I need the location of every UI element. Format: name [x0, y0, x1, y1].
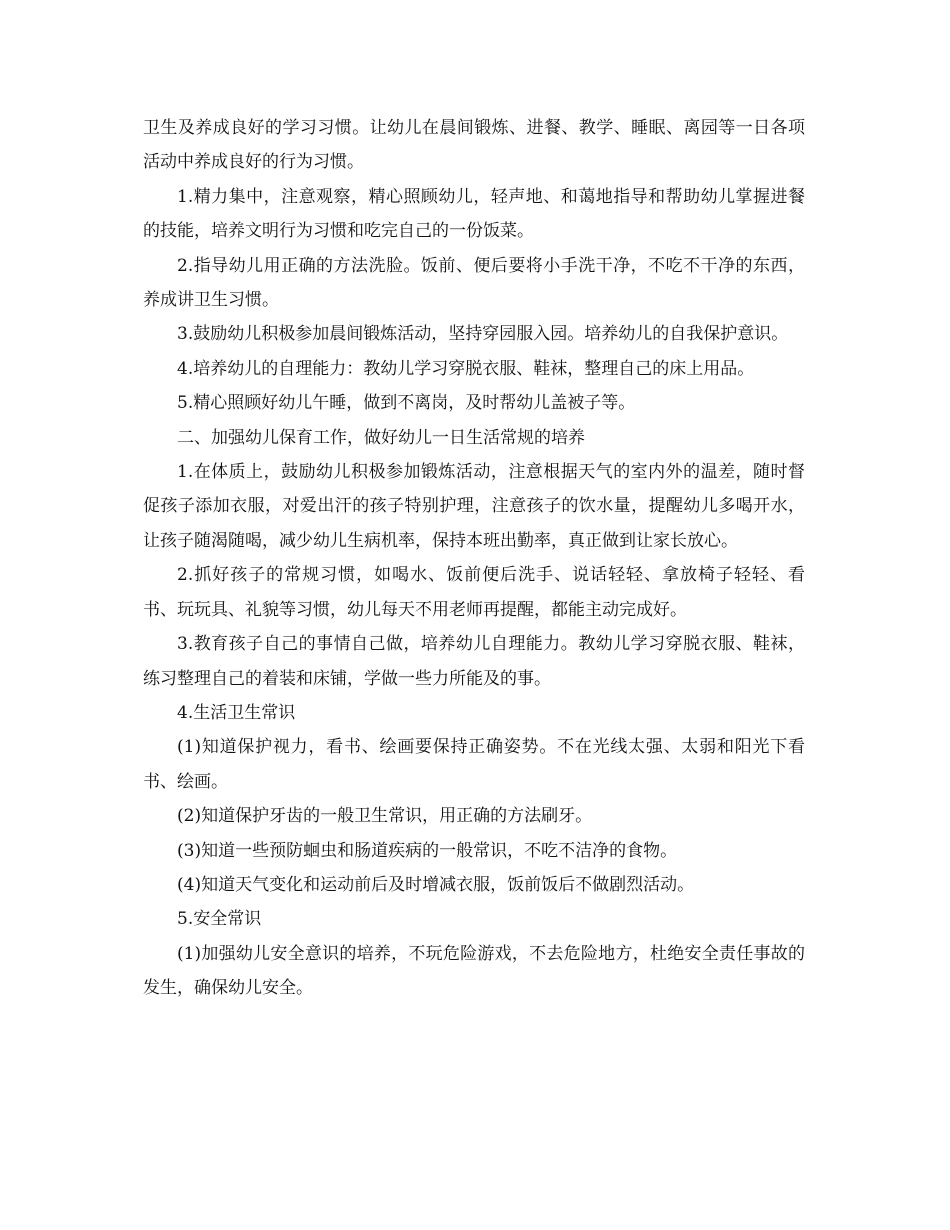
subsection-heading: 5.安全常识 [177, 909, 262, 930]
subsection-heading: 4.生活卫生常识 [177, 702, 296, 723]
paragraph: 2.指导幼儿用正确的方法洗脸。饭前、便后要将小手洗干净，不吃不干净的东西，养成讲卫生习惯。 [143, 255, 805, 311]
document-body [143, 111, 805, 1006]
paragraph: 2.抓好孩子的常规习惯，如喝水、饭前便后洗手、说话轻轻、拿放椅子轻轻、看书、玩玩具、礼貌等习惯，幼儿每天不用老师再提醒，都能主动完成好。 [143, 565, 805, 620]
paragraph: 1.精力集中，注意观察，精心照顾幼儿，轻声地、和蔼地指导和帮助幼儿掌握进餐的技能，培养文明行为习惯和吃完自己的一份饭菜。 [143, 186, 805, 242]
list-item: (2)知道保护牙齿的一般卫生常识，用正确的方法刷牙。 [177, 806, 593, 827]
paragraph: 1.在体质上，鼓励幼儿积极参加锻炼活动，注意根据天气的室内外的温差，随时督促孩子添加衣服，对爱出汗的孩子特别护理，注意孩子的饮水量，提醒幼儿多喝开水，让孩子随渴随喝，减少幼儿生病机率，保持本班出勤率，真正做到让家长放心。 [143, 462, 805, 551]
list-item: (3)知道一些预防蛔虫和肠道疾病的一般常识，不吃不洁净的食物。 [177, 840, 678, 861]
list-item: (4)知道天气变化和运动前后及时增减衣服，饭前饭后不做剧烈活动。 [177, 874, 695, 895]
paragraph: 5.精心照顾好幼儿午睡，做到不离岗，及时帮幼儿盖被子等。 [177, 393, 636, 414]
paragraph: 4.培养幼儿的自理能力：教幼儿学习穿脱衣服、鞋袜，整理自己的床上用品。 [177, 358, 755, 379]
list-item: (1)知道保护视力，看书、绘画要保持正确姿势。不在光线太强、太弱和阳光下看书、绘画。 [143, 737, 805, 792]
paragraph: 3.教育孩子自己的事情自己做，培养幼儿自理能力。教幼儿学习穿脱衣服、鞋袜，练习整理自己的着装和床铺，学做一些力所能及的事。 [143, 634, 805, 689]
paragraph: 卫生及养成良好的学习习惯。让幼儿在晨间锻炼、进餐、教学、睡眠、离园等一日各项活动中养成良好的行为习惯。 [143, 118, 805, 173]
list-item: (1)加强幼儿安全意识的培养，不玩危险游戏，不去危险地方，杜绝安全责任事故的发生，确保幼儿安全。 [143, 943, 805, 999]
section-heading: 二、加强幼儿保育工作，做好幼儿一日生活常规的培养 [177, 427, 585, 448]
paragraph: 3.鼓励幼儿积极参加晨间锻炼活动，坚持穿园服入园。培养幼儿的自我保护意识。 [177, 324, 789, 345]
